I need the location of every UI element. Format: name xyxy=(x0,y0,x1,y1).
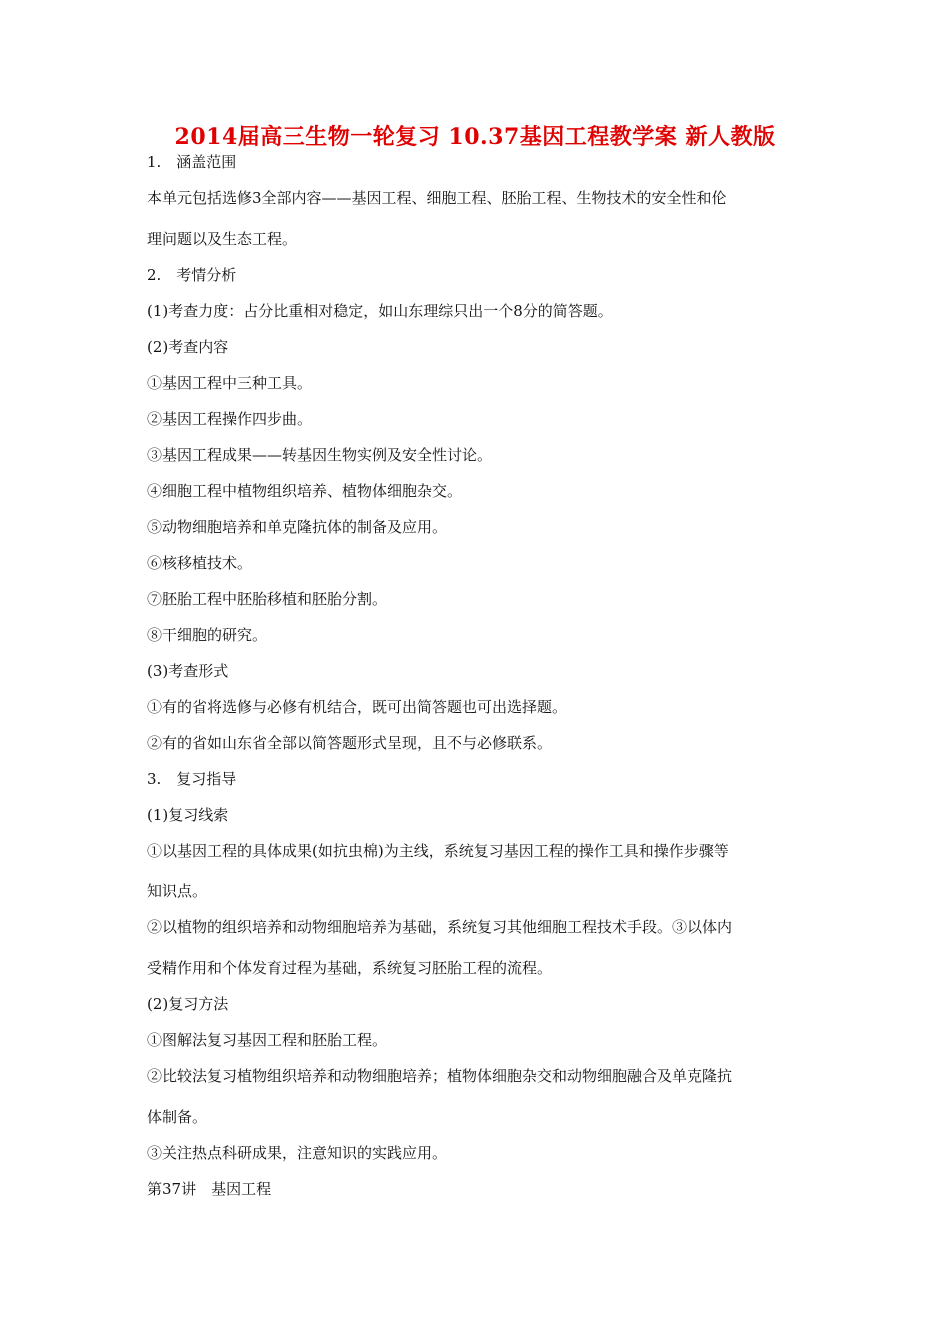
lecture-heading: 第37讲 基因工程 xyxy=(147,1180,272,1198)
paragraph-line: 本单元包括选修3全部内容——基因工程、细胞工程、胚胎工程、生物技术的安全性和伦 xyxy=(147,189,727,207)
list-item: ①有的省将选修与必修有机结合，既可出简答题也可出选择题。 xyxy=(147,698,568,716)
list-item: ①以基因工程的具体成果(如抗虫棉)为主线，系统复习基因工程的操作工具和操作步骤等 xyxy=(147,842,729,860)
list-item: ①图解法复习基因工程和胚胎工程。 xyxy=(147,1031,388,1049)
list-item: ⑤动物细胞培养和单克隆抗体的制备及应用。 xyxy=(147,518,448,536)
document-title: 2014届高三生物一轮复习 10.37基因工程教学案 新人教版 xyxy=(174,124,776,150)
paragraph-line: 知识点。 xyxy=(147,882,208,900)
list-item: ②有的省如山东省全部以简答题形式呈现，且不与必修联系。 xyxy=(147,734,553,752)
section-heading-analysis: 2. 考情分析 xyxy=(147,266,237,284)
list-item: ②比较法复习植物组织培养和动物细胞培养；植物体细胞杂交和动物细胞融合及单克隆抗 xyxy=(147,1067,733,1085)
paragraph-line: 受精作用和个体发育过程为基础，系统复习胚胎工程的流程。 xyxy=(147,959,553,977)
list-item: ②以植物的组织培养和动物细胞培养为基础，系统复习其他细胞工程技术手段。③以体内 xyxy=(147,918,733,936)
list-item: ③基因工程成果——转基因生物实例及安全性讨论。 xyxy=(147,446,493,464)
list-item: ⑧干细胞的研究。 xyxy=(147,626,268,644)
subheading-line: (1)复习线索 xyxy=(147,806,229,824)
paragraph-line: (1)考查力度：占分比重相对稳定，如山东理综只出一个8分的简答题。 xyxy=(147,302,613,320)
paragraph-line: 体制备。 xyxy=(147,1108,208,1126)
list-item: ①基因工程中三种工具。 xyxy=(147,374,313,392)
subheading-line: (3)考查形式 xyxy=(147,662,229,680)
subheading-line: (2)考查内容 xyxy=(147,338,229,356)
list-item: ⑦胚胎工程中胚胎移植和胚胎分割。 xyxy=(147,590,388,608)
list-item: ④细胞工程中植物组织培养、植物体细胞杂交。 xyxy=(147,482,463,500)
paragraph-line: 理问题以及生态工程。 xyxy=(147,230,298,248)
list-item: ⑥核移植技术。 xyxy=(147,554,253,572)
list-item: ②基因工程操作四步曲。 xyxy=(147,410,313,428)
list-item: ③关注热点科研成果，注意知识的实践应用。 xyxy=(147,1144,448,1162)
subheading-line: (2)复习方法 xyxy=(147,995,229,1013)
section-heading-coverage: 1. 涵盖范围 xyxy=(147,153,237,171)
section-heading-guidance: 3. 复习指导 xyxy=(147,770,237,788)
